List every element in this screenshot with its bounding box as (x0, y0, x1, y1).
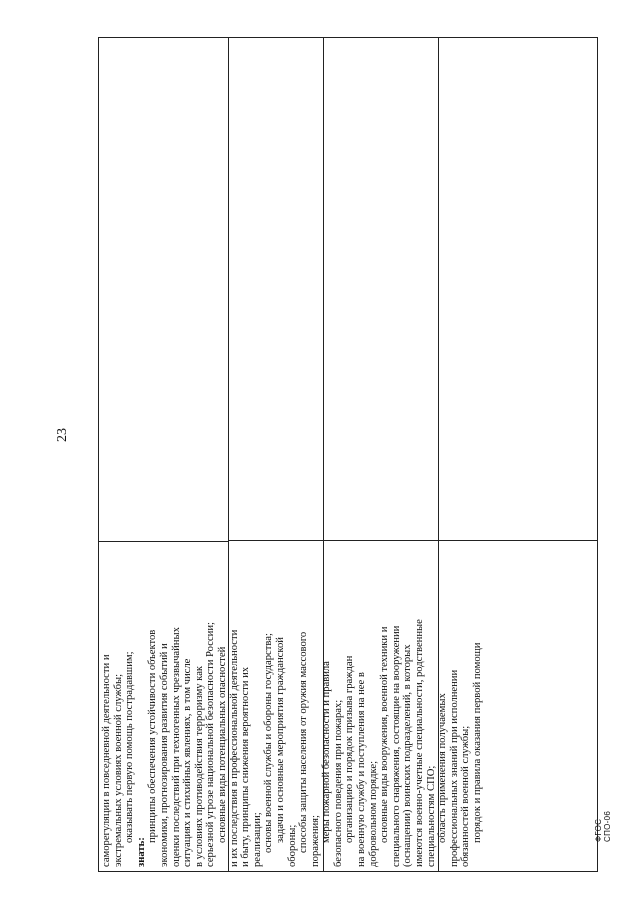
table-cell-empty (229, 540, 323, 871)
requirement-line: организацию и порядок призыва граждан (344, 655, 356, 843)
requirement-line: добровольном порядке; (367, 760, 379, 867)
table-cell-empty (439, 540, 597, 871)
table-cell-empty (439, 38, 597, 540)
table-cell-empty (324, 540, 438, 871)
requirement-line: принципы обеспечения устойчивости объектов (147, 629, 159, 843)
competency-table (98, 37, 598, 872)
requirement-line: и их последствия в профессиональной деятельности (228, 629, 240, 867)
table-cell-empty (229, 38, 323, 540)
requirement-line: способы защиты населения от оружия массового (298, 631, 310, 853)
requirement-line: ситуациях и стихийных явлениях, в том числе (182, 658, 194, 867)
requirement-line: саморегуляции в повседневной деятельности и (101, 654, 112, 867)
page-number: 23 (55, 428, 70, 442)
requirement-line: серьезной угрозе национальной безопасности России; (205, 622, 217, 867)
requirement-line: специального снаряжения, состоящие на вооружении (390, 625, 402, 867)
requirement-line: экстремальных условиях военной службы; (112, 673, 124, 867)
requirement-line: (оснащении) воинских подразделений, в которых (402, 644, 414, 867)
requirement-line: экономики, прогнозирования развития событий и (158, 643, 170, 867)
requirement-line: основы военной службы и обороны государства; (263, 633, 275, 853)
requirement-line: знать: (135, 837, 147, 867)
requirement-line: профессиональных знаний при исполнении (448, 669, 460, 867)
document-code-footer: ФГОС СПО-06 (594, 810, 612, 842)
requirement-line: поражения; (309, 814, 321, 867)
requirement-line: имеются военно-учетные специальности, родственные (414, 619, 426, 867)
requirement-line: в условиях противодействия терроризму как (193, 665, 205, 867)
requirement-line: область применения получаемых (437, 693, 449, 843)
table-cell-requirements (99, 541, 483, 871)
requirement-line: обороны; (286, 824, 298, 867)
requirement-line: на военную службу и поступления на нее в (356, 672, 368, 867)
table-row (324, 38, 439, 871)
table-row (439, 38, 597, 871)
requirement-line: оказывать первую помощь пострадавшим; (124, 651, 136, 843)
requirement-line: основные виды потенциальных опасностей (216, 646, 228, 843)
table-cell-empty (99, 38, 228, 541)
requirement-line: безопасного поведения при пожарах; (332, 699, 344, 867)
requirement-line: порядок и правила оказания первой помощи (472, 642, 483, 843)
requirement-line: и быту, принципы снижения вероятности их (240, 666, 252, 867)
requirement-line: специальностям СПО; (425, 765, 437, 867)
requirement-line: задачи и основные мероприятия гражданской (274, 637, 286, 843)
requirement-line: меры пожарной безопасности и правила (321, 661, 333, 843)
requirement-line: обязанностей военной службы; (460, 725, 472, 867)
rotated-table (98, 37, 598, 872)
table-row (99, 38, 483, 871)
requirement-line: оценки последствий при техногенных чрезвычайных (170, 627, 182, 867)
requirement-line: реализации; (251, 812, 263, 867)
requirement-line: основные виды вооружения, военной техники и (379, 626, 391, 843)
table-cell-empty (324, 38, 438, 540)
table-row (229, 38, 324, 871)
